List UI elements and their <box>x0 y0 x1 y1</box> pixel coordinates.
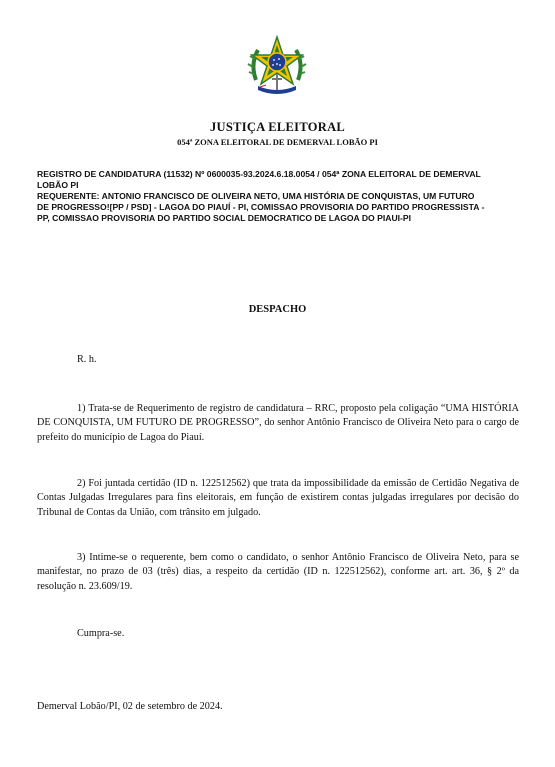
paragraph-1 <box>37 402 519 445</box>
paragraph-text: 2) Foi juntada certidão (ID n. 122512562) que trata da impossibilidade da emissão de Certidão Negativa de Contas Julgadas Irregulares para fins eleitorais, em função de existirem contas julgadas irregulares por decisão do Tribunal de Contas da União, com trânsito em julgado. <box>37 478 519 518</box>
case-line: LOBÃO PI <box>37 180 79 190</box>
opening-text: R. h. <box>77 354 97 365</box>
case-header <box>37 169 523 224</box>
electoral-zone: 054ª ZONA ELEITORAL DE DEMERVAL LOBÃO PI <box>177 137 378 147</box>
place-date: Demerval Lobão/PI, 02 de setembro de 2024. <box>37 701 223 712</box>
court-name: JUSTIÇA ELEITORAL <box>209 120 346 134</box>
paragraph-3 <box>37 551 519 594</box>
case-line: DE PROGRESSO![PP / PSD] - LAGOA DO PIAUÍ - PI, COMISSAO PROVISORIA DO PARTIDO PROGRESSISTA - <box>37 202 485 212</box>
case-line: PP, COMISSAO PROVISORIA DO PARTIDO SOCIAL DEMOCRATICO DE LAGOA DO PIAUI-PI <box>37 213 412 223</box>
paragraph-text: 3) Intime-se o requerente, bem como o candidato, o senhor Antônio Francisco de Oliveira Neto, para se manifestar, no prazo de 03 (três) dias, a respeito da certidão (ID n. 122512562), conforme art. art. 36, § 2º da resolução n. 23.609/19. <box>37 552 519 592</box>
document-heading: DESPACHO <box>248 304 307 315</box>
case-line: REGISTRO DE CANDIDATURA (11532) Nº 0600035-93.2024.6.18.0054 / 054ª ZONA ELEITORAL DE DEMERVAL <box>37 169 481 179</box>
paragraph-2 <box>37 477 519 520</box>
brazil-coat-of-arms-icon <box>246 34 308 96</box>
case-line: REQUERENTE: ANTONIO FRANCISCO DE OLIVEIRA NETO, UMA HISTÓRIA DE CONQUISTAS, UM FUTURO <box>37 191 475 201</box>
closing-text: Cumpra-se. <box>77 628 125 639</box>
paragraph-text: 1) Trata-se de Requerimento de registro de candidatura – RRC, proposto pela coligação “UMA HISTÓRIA DE CONQUISTA, UM FUTURO DE PROGRESSO”, do senhor Antônio Francisco de Oliveira Neto para o cargo de prefeito do município de Lagoa do Piauí. <box>37 403 519 443</box>
